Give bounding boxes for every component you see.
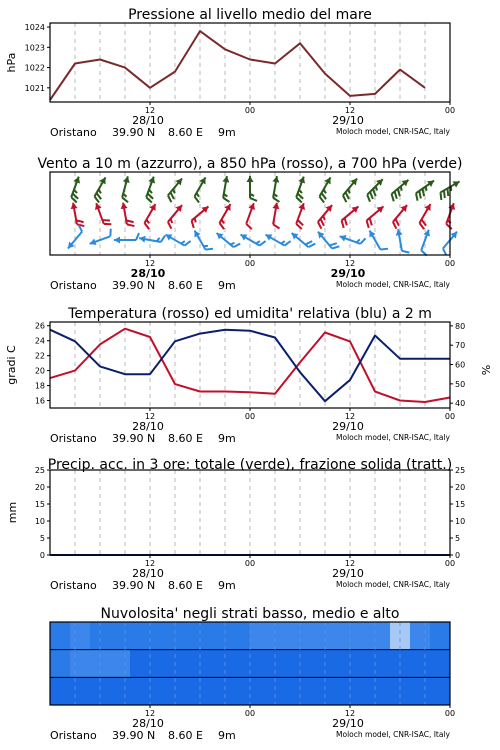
wind-barb — [393, 205, 407, 229]
x-tick-label: 12 — [344, 412, 356, 421]
series-line-0 — [50, 31, 425, 100]
barb-feather — [299, 190, 302, 193]
cloud-cell — [270, 677, 291, 705]
y-tick-label: 25 — [34, 466, 45, 475]
cloud-cell — [230, 677, 251, 705]
wind-barb — [122, 176, 130, 202]
y2-axis-label: % — [480, 364, 493, 376]
barb-feather — [95, 196, 100, 202]
cloud-cell — [70, 622, 91, 650]
barb-feather — [402, 251, 409, 253]
chart-precip — [6, 457, 465, 592]
barb-feather — [195, 196, 200, 202]
station-lat: 39.90 N — [112, 432, 156, 445]
cloud-cell — [410, 677, 431, 705]
barb-feather — [171, 192, 174, 199]
cloud-cell — [210, 677, 231, 705]
wind-barb — [292, 233, 316, 247]
wind-barb — [192, 206, 209, 227]
cloud-cell — [70, 677, 91, 705]
cloud-cell — [70, 650, 91, 678]
barb-feather — [285, 241, 291, 246]
barb-feather — [256, 241, 260, 243]
station-name: Oristano — [50, 579, 97, 592]
x-tick-label: 00 — [444, 559, 456, 568]
chart-title: Vento a 10 m (azzurro), a 850 hPa (rosso), a 700 hPa (verde) — [37, 156, 463, 172]
cloud-cell — [150, 622, 171, 650]
wind-barb — [240, 235, 265, 246]
x-tick-label: 12 — [344, 559, 356, 568]
date-label: 28/10 — [132, 420, 164, 433]
barb-feather — [296, 197, 302, 202]
barb-head — [123, 176, 130, 183]
station-elev: 9m — [218, 279, 236, 292]
cloud-cell — [90, 622, 111, 650]
station-lon: 8.60 E — [168, 279, 203, 292]
cloud-cell — [310, 677, 331, 705]
y-tick-label: 1023 — [24, 43, 45, 53]
wind-barb — [272, 176, 279, 202]
cloud-cell — [270, 650, 291, 678]
barb-feather — [123, 194, 126, 197]
barb-feather — [332, 246, 339, 248]
barb-feather — [197, 193, 199, 197]
cloud-cell — [430, 622, 451, 650]
cloud-cell — [250, 650, 271, 678]
wind-barb — [272, 203, 279, 229]
station-lat: 39.90 N — [112, 729, 156, 742]
date-label: 28/10 — [132, 717, 164, 730]
barb-feather — [320, 196, 325, 202]
x-tick-label: 00 — [244, 412, 256, 421]
chart-wind — [37, 156, 462, 292]
cloud-cell — [50, 650, 71, 678]
wind-barb — [369, 231, 388, 250]
barb-feather — [206, 249, 214, 250]
wind-barb — [168, 205, 182, 229]
barb-feather — [324, 190, 326, 194]
y-tick-label: 1024 — [24, 23, 45, 33]
y-axis-label: hPa — [5, 52, 18, 73]
barb-feather — [99, 190, 101, 194]
cloud-cell — [110, 677, 131, 705]
y-tick-label: 24 — [34, 336, 45, 346]
wind-barb — [246, 203, 255, 229]
y-tick-label: 15 — [34, 500, 45, 509]
wind-barb — [265, 235, 290, 246]
cloud-cell — [350, 677, 371, 705]
wind-barb — [71, 203, 85, 226]
y2-tick-label: 5 — [455, 534, 461, 543]
wind-barb — [95, 203, 111, 224]
station-lat: 39.90 N — [112, 579, 156, 592]
date-label: 29/10 — [332, 567, 364, 580]
cloud-cell — [370, 650, 391, 678]
barb-feather — [420, 223, 425, 229]
model-credit: Moloch model, CNR-ISAC, Italy — [336, 280, 450, 289]
wind-barb — [396, 229, 410, 252]
barb-feather — [281, 241, 285, 243]
wind-barb — [296, 177, 305, 203]
barb-feather — [136, 233, 139, 240]
barb-feather — [220, 223, 225, 229]
barb-feather — [345, 218, 347, 225]
chart-temp_rh — [5, 306, 493, 445]
cloud-cell — [290, 622, 311, 650]
station-lat: 39.90 N — [112, 279, 156, 292]
barb-feather — [222, 220, 224, 224]
cloud-cell — [110, 622, 131, 650]
cloud-cell — [150, 650, 171, 678]
y-tick-label: 26 — [34, 321, 45, 331]
y-tick-label: 5 — [39, 534, 45, 543]
barb-head — [247, 176, 254, 182]
wind-barb — [340, 235, 366, 244]
wind-barb — [194, 231, 213, 250]
cloud-cell — [190, 622, 211, 650]
cloud-cell — [350, 622, 371, 650]
barb-feather — [370, 218, 372, 225]
chart-clouds — [50, 606, 455, 742]
station-name: Oristano — [50, 729, 97, 742]
barb-feather — [321, 219, 324, 226]
barb-feather — [376, 186, 377, 190]
station-name: Oristano — [50, 279, 97, 292]
station-elev: 9m — [218, 126, 236, 139]
cloud-cell — [50, 622, 71, 650]
y2-tick-label: 25 — [455, 466, 466, 475]
barb-feather — [168, 195, 171, 202]
date-label: 29/10 — [330, 267, 366, 280]
barb-feather — [329, 243, 336, 245]
y2-tick-label: 60 — [455, 360, 466, 370]
chart-pressure — [5, 7, 455, 139]
wind-barb — [71, 177, 80, 203]
cloud-cell — [370, 677, 391, 705]
y-tick-label: 0 — [39, 551, 45, 560]
wind-barb — [121, 203, 135, 226]
barb-feather — [395, 191, 397, 198]
x-tick-label: 00 — [444, 259, 456, 268]
barb-feather — [367, 221, 369, 228]
wind-barb — [318, 205, 332, 229]
barb-head — [114, 237, 120, 244]
barb-feather — [342, 221, 344, 228]
x-tick-label: 12 — [144, 412, 156, 421]
station-lon: 8.60 E — [168, 579, 203, 592]
cloud-cell — [170, 650, 191, 678]
cloud-cell — [170, 622, 191, 650]
x-tick-label: 00 — [244, 709, 256, 718]
chart-title: Pressione al livello medio del mare — [128, 7, 372, 23]
barb-feather — [296, 224, 302, 229]
barb-feather — [223, 198, 229, 202]
y-tick-label: 20 — [34, 483, 45, 492]
barb-feather — [230, 243, 234, 245]
wind-barb — [367, 206, 384, 227]
wind-barb — [165, 235, 190, 246]
barb-feather — [233, 244, 240, 247]
y-tick-label: 1021 — [24, 83, 45, 93]
cloud-cell — [130, 677, 151, 705]
barb-feather — [360, 238, 365, 244]
barb-feather — [440, 192, 441, 200]
x-tick-label: 12 — [344, 259, 356, 268]
barb-feather — [396, 219, 399, 226]
cloud-cell — [170, 677, 191, 705]
date-label: 29/10 — [332, 717, 364, 730]
station-lat: 39.90 N — [112, 126, 156, 139]
barb-feather — [273, 198, 279, 202]
barb-feather — [149, 190, 152, 193]
station-elev: 9m — [218, 432, 236, 445]
barb-feather — [147, 220, 149, 224]
station-lon: 8.60 E — [168, 432, 203, 445]
cloud-cell — [410, 622, 431, 650]
y2-tick-label: 80 — [455, 321, 466, 331]
x-tick-label: 12 — [344, 106, 356, 115]
y-tick-label: 10 — [34, 517, 45, 526]
barb-feather — [323, 216, 325, 220]
cloud-cell — [130, 650, 151, 678]
barb-feather — [273, 224, 279, 228]
y2-tick-label: 0 — [455, 551, 461, 560]
x-tick-label: 00 — [244, 106, 256, 115]
barb-feather — [401, 186, 402, 190]
x-tick-label: 00 — [444, 412, 456, 421]
cloud-cell — [410, 650, 431, 678]
x-tick-label: 12 — [144, 559, 156, 568]
barb-feather — [443, 248, 446, 255]
barb-feather — [192, 221, 194, 228]
barb-feather — [393, 222, 396, 229]
cloud-cell — [330, 650, 351, 678]
barb-feather — [318, 222, 321, 229]
x-tick-label: 00 — [244, 559, 256, 568]
station-name: Oristano — [50, 126, 97, 139]
y-tick-label: 1022 — [24, 63, 45, 73]
x-tick-label: 12 — [344, 709, 356, 718]
barb-feather — [343, 195, 346, 202]
y2-tick-label: 20 — [455, 483, 466, 492]
barb-feather — [308, 244, 315, 247]
barb-feather — [171, 219, 173, 223]
barb-feather — [74, 190, 77, 193]
barb-feather — [181, 241, 185, 243]
station-name: Oristano — [50, 432, 97, 445]
barb-feather — [381, 249, 389, 250]
cloud-cell — [270, 622, 291, 650]
wind-barb — [318, 232, 339, 249]
wind-barb — [146, 177, 155, 203]
barb-feather — [161, 236, 165, 242]
barb-feather — [392, 194, 394, 201]
cloud-cell — [110, 650, 131, 678]
barb-feather — [305, 241, 312, 244]
y-tick-label: 16 — [34, 396, 45, 406]
chart-title: Temperatura (rosso) ed umidita' relativa (blu) a 2 m — [68, 306, 432, 322]
date-label: 28/10 — [132, 567, 164, 580]
barb-feather — [367, 195, 370, 202]
barb-feather — [357, 239, 360, 242]
model-credit: Moloch model, CNR-ISAC, Italy — [336, 580, 450, 589]
cloud-cell — [390, 622, 411, 650]
station-elev: 9m — [218, 579, 236, 592]
barb-feather — [444, 190, 445, 198]
barb-feather — [447, 188, 448, 196]
station-elev: 9m — [218, 729, 236, 742]
x-tick-label: 12 — [144, 709, 156, 718]
y-tick-label: 20 — [34, 366, 45, 376]
x-tick-label: 00 — [444, 709, 456, 718]
wind-barb — [446, 203, 455, 229]
y2-tick-label: 15 — [455, 500, 466, 509]
cloud-cell — [330, 677, 351, 705]
cloud-cell — [310, 622, 331, 650]
chart-title: Precip. acc. in 3 ore: totale (verde), frazione solida (tratt.) — [47, 457, 453, 473]
barb-feather — [346, 192, 349, 199]
cloud-cell — [250, 677, 271, 705]
wind-barb — [247, 176, 258, 201]
cloud-cell — [150, 677, 171, 705]
cloud-cell — [430, 677, 451, 705]
date-label: 29/10 — [332, 114, 364, 127]
date-label: 29/10 — [332, 420, 364, 433]
wind-barb — [296, 203, 305, 229]
barb-feather — [185, 241, 191, 246]
barb-feather — [195, 218, 196, 222]
barb-feather — [419, 191, 421, 198]
cloud-cell — [330, 622, 351, 650]
y2-tick-label: 50 — [455, 379, 466, 389]
barb-feather — [423, 189, 425, 196]
y-tick-label: 22 — [34, 351, 45, 361]
barb-feather — [246, 224, 252, 229]
cloud-cell — [310, 650, 331, 678]
wind-barb — [114, 233, 139, 244]
model-credit: Moloch model, CNR-ISAC, Italy — [336, 127, 450, 136]
barb-feather — [426, 186, 427, 190]
date-label: 28/10 — [132, 114, 164, 127]
date-label: 28/10 — [130, 267, 166, 280]
wind-barb — [342, 206, 359, 227]
barb-feather — [260, 241, 266, 246]
wind-barb — [421, 230, 430, 256]
x-tick-label: 12 — [144, 106, 156, 115]
y2-tick-label: 40 — [455, 399, 466, 409]
x-tick-label: 12 — [144, 259, 156, 268]
model-credit: Moloch model, CNR-ISAC, Italy — [336, 433, 450, 442]
barb-feather — [446, 224, 452, 229]
cloud-cell — [210, 650, 231, 678]
barb-feather — [127, 224, 134, 226]
x-tick-label: 00 — [244, 259, 256, 268]
y-axis-label: gradi C — [5, 345, 18, 385]
cloud-cell — [50, 677, 71, 705]
cloud-cell — [370, 622, 391, 650]
cloud-cell — [430, 650, 451, 678]
cloud-cell — [350, 650, 371, 678]
y-axis-label: mm — [6, 501, 19, 524]
wind-barb — [139, 236, 165, 243]
cloud-cell — [230, 622, 251, 650]
wind-barb — [222, 176, 229, 202]
barb-feather — [168, 222, 171, 229]
barb-feather — [250, 198, 257, 201]
barb-feather — [416, 193, 418, 200]
barb-feather — [145, 223, 150, 229]
cloud-cell — [230, 650, 251, 678]
barb-feather — [146, 197, 152, 202]
barb-feather — [370, 192, 373, 199]
station-lon: 8.60 E — [168, 729, 203, 742]
x-tick-label: 00 — [444, 106, 456, 115]
wind-barb — [217, 233, 241, 247]
chart-title: Nuvolosita' negli strati basso, medio e alto — [100, 606, 400, 622]
cloud-cell — [210, 622, 231, 650]
y-tick-label: 18 — [34, 381, 45, 391]
station-lon: 8.60 E — [168, 126, 203, 139]
cloud-cell — [250, 622, 271, 650]
model-credit: Moloch model, CNR-ISAC, Italy — [336, 730, 450, 739]
barb-feather — [71, 197, 77, 202]
y2-tick-label: 10 — [455, 517, 466, 526]
y2-tick-label: 70 — [455, 341, 466, 351]
cloud-cell — [130, 622, 151, 650]
